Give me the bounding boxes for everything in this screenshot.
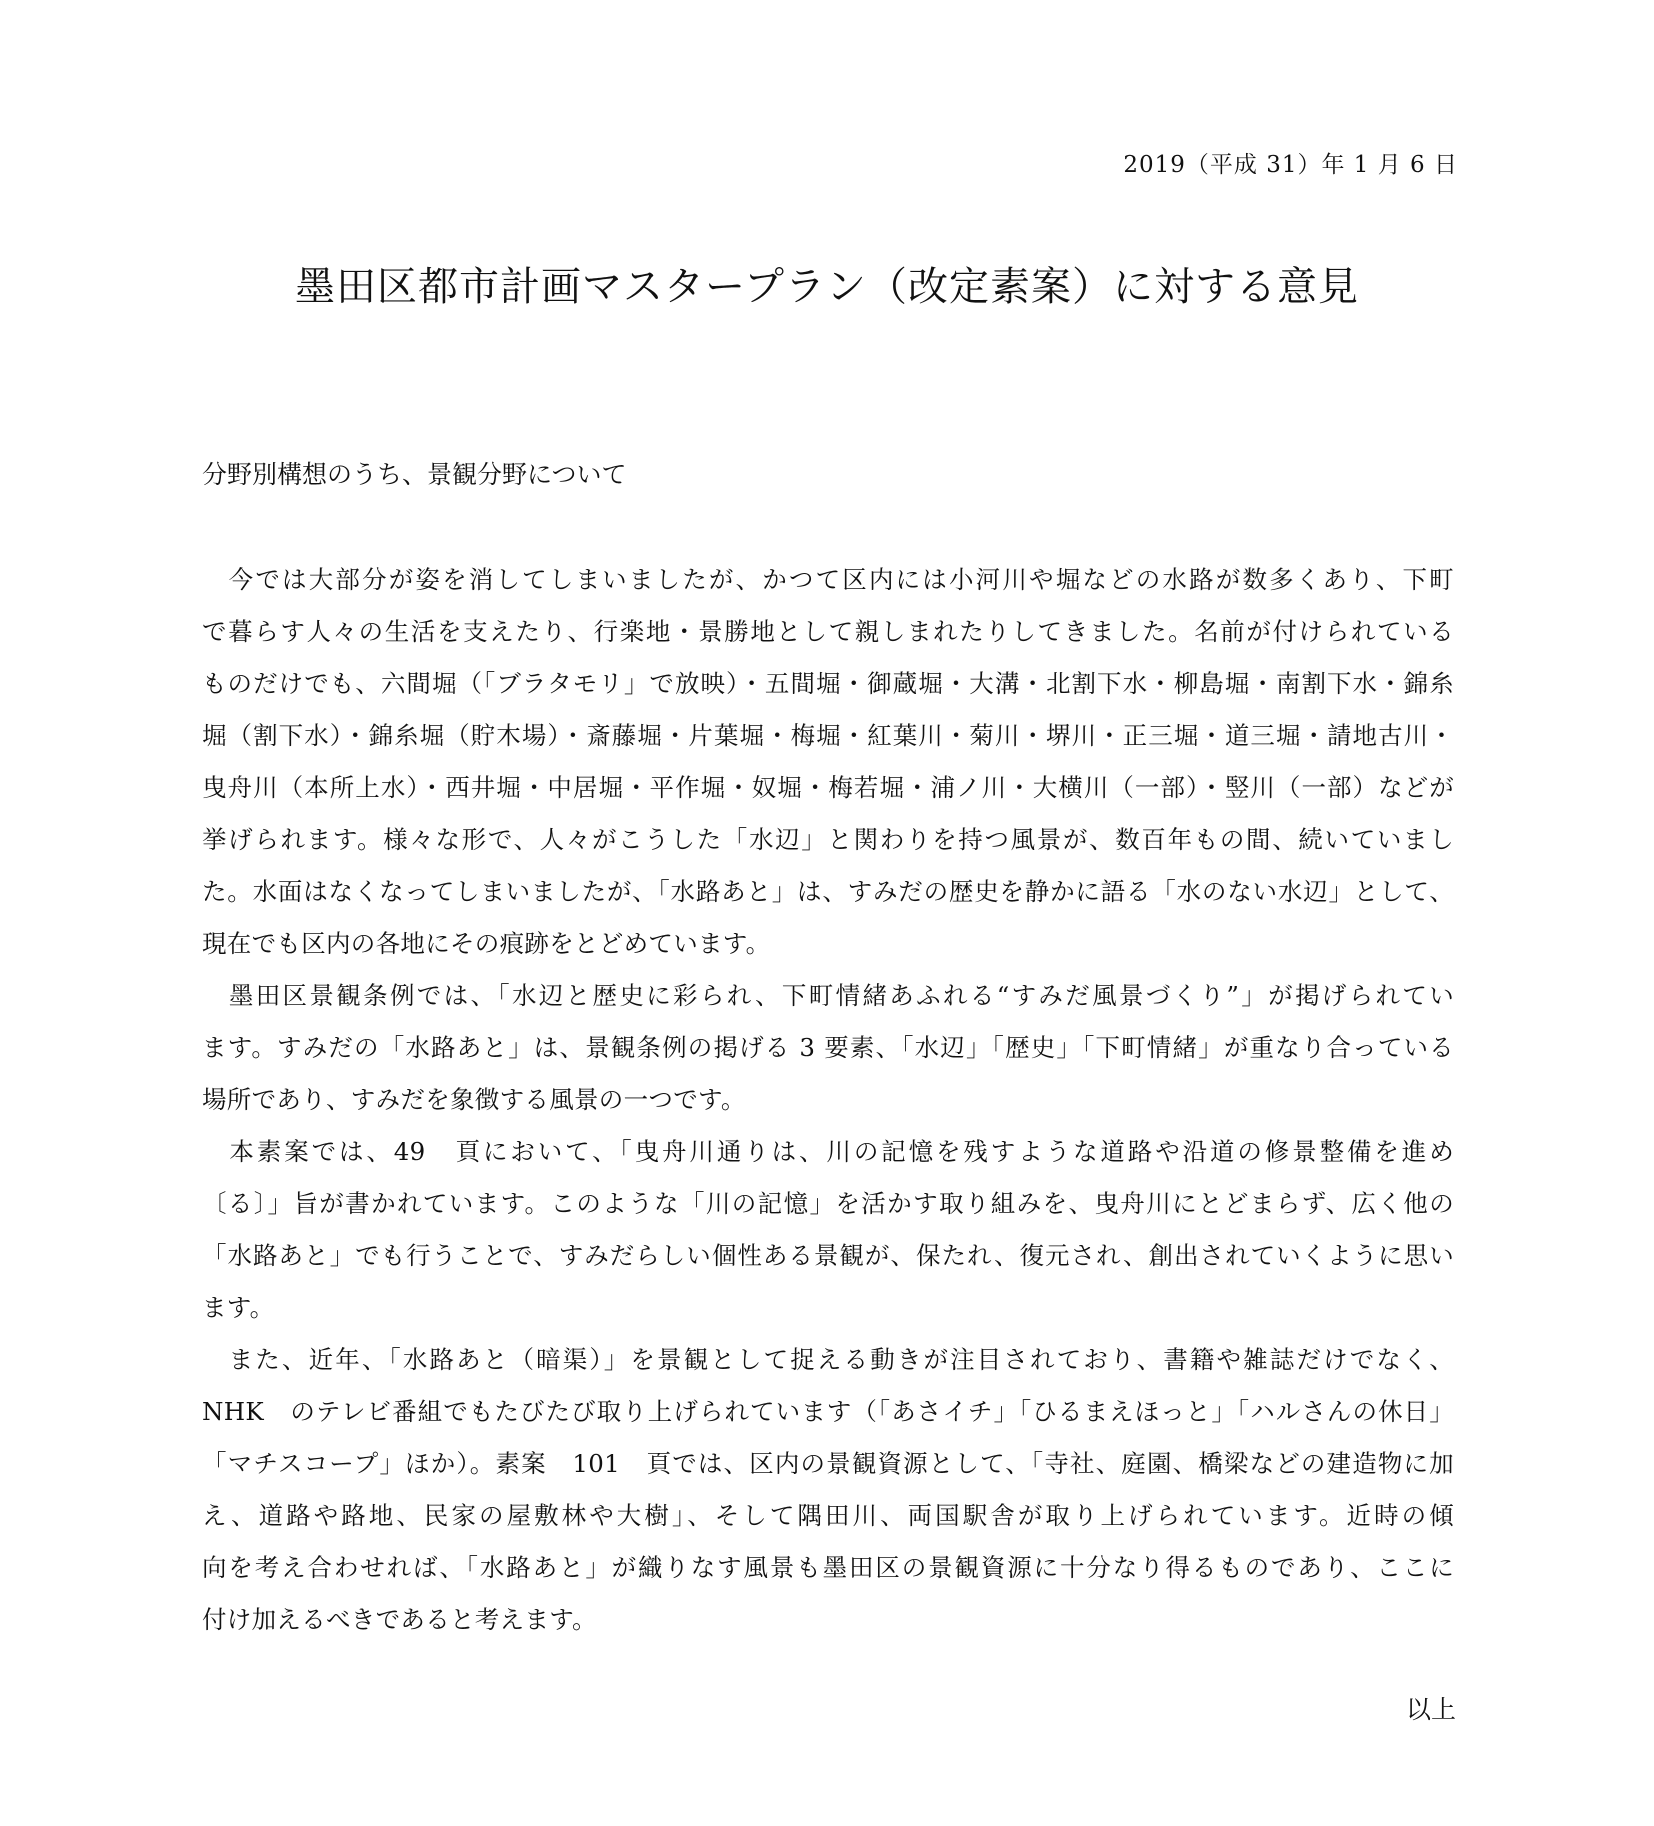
body-line: 向を考え合わせれば、「水路あと」が織りなす風景も墨田区の景観資源に十分なり得るものであり、ここに bbox=[202, 1553, 1454, 1582]
body-line: え、道路や路地、民家の屋敷林や大樹」、そして隅田川、両国駅舎が取り上げられています。近時の傾 bbox=[202, 1501, 1454, 1530]
closing-remark: 以上 bbox=[1405, 1695, 1456, 1724]
body-line: 場所であり、すみだを象徴する風景の一つです。 bbox=[202, 1085, 746, 1114]
body-line: 曳舟川（本所上水）・西井堀・中居堀・平作堀・奴堀・梅若堀・浦ノ川・大横川（一部）・竪川（一部）などが bbox=[202, 773, 1454, 802]
body-line: 本素案では、49 頁において、「曳舟川通りは、川の記憶を残すような道路や沿道の修景整備を進め bbox=[202, 1137, 1454, 1166]
body-line: 堀（割下水）・錦糸堀（貯木場）・斎藤堀・片葉堀・梅堀・紅葉川・菊川・堺川・正三堀・道三堀・請地古川・ bbox=[202, 721, 1454, 750]
body-line: ます。 bbox=[202, 1293, 275, 1322]
body-line: NHK のテレビ番組でもたびたび取り上げられています（「あさイチ」「ひるまえほっと」「ハルさんの休日」 bbox=[202, 1397, 1454, 1426]
body-line: 「マチスコープ」ほか）。素案 101 頁では、区内の景観資源として、「寺社、庭園、橋梁などの建造物に加 bbox=[202, 1449, 1454, 1478]
body-line: た。水面はなくなってしまいましたが、「水路あと」は、すみだの歴史を静かに語る「水のない水辺」として、 bbox=[202, 877, 1454, 906]
body-line: 挙げられます。様々な形で、人々がこうした「水辺」と関わりを持つ風景が、数百年もの間、続いていまし bbox=[202, 825, 1454, 854]
body-line: 今では大部分が姿を消してしまいましたが、かつて区内には小河川や堀などの水路が数多くあり、下町 bbox=[202, 565, 1454, 594]
body-line: 付け加えるべきであると考えます。 bbox=[202, 1605, 597, 1634]
body-line: 〔る〕」旨が書かれています。このような「川の記憶」を活かす取り組みを、曳舟川にとどまらず、広く他の bbox=[202, 1189, 1454, 1218]
body-line: ものだけでも、六間堀（「ブラタモリ」で放映）・五間堀・御蔵堀・大溝・北割下水・柳島堀・南割下水・錦糸 bbox=[202, 669, 1454, 698]
document-date: 2019（平成 31）年 1 月 6 日 bbox=[1123, 152, 1458, 178]
body-text bbox=[202, 554, 1454, 1646]
section-heading: 分野別構想のうち、景観分野について bbox=[202, 460, 627, 489]
body-line: ます。すみだの「水路あと」は、景観条例の掲げる 3 要素、「水辺」「歴史」「下町情緒」が重なり合っている bbox=[202, 1033, 1454, 1062]
body-line: で暮らす人々の生活を支えたり、行楽地・景勝地として親しまれたりしてきました。名前が付けられている bbox=[202, 617, 1454, 646]
body-line: また、近年、「水路あと（暗渠）」を景観として捉える動きが注目されており、書籍や雑誌だけでなく、 bbox=[202, 1345, 1454, 1374]
document-title: 墨田区都市計画マスタープラン（改定素案）に対する意見 bbox=[295, 264, 1359, 310]
body-line: 墨田区景観条例では、「水辺と歴史に彩られ、下町情緒あふれる“すみだ風景づくり”」が掲げられてい bbox=[202, 981, 1454, 1010]
body-line: 「水路あと」でも行うことで、すみだらしい個性ある景観が、保たれ、復元され、創出されていくように思い bbox=[202, 1241, 1454, 1270]
body-line: 現在でも区内の各地にその痕跡をとどめています。 bbox=[202, 929, 771, 958]
